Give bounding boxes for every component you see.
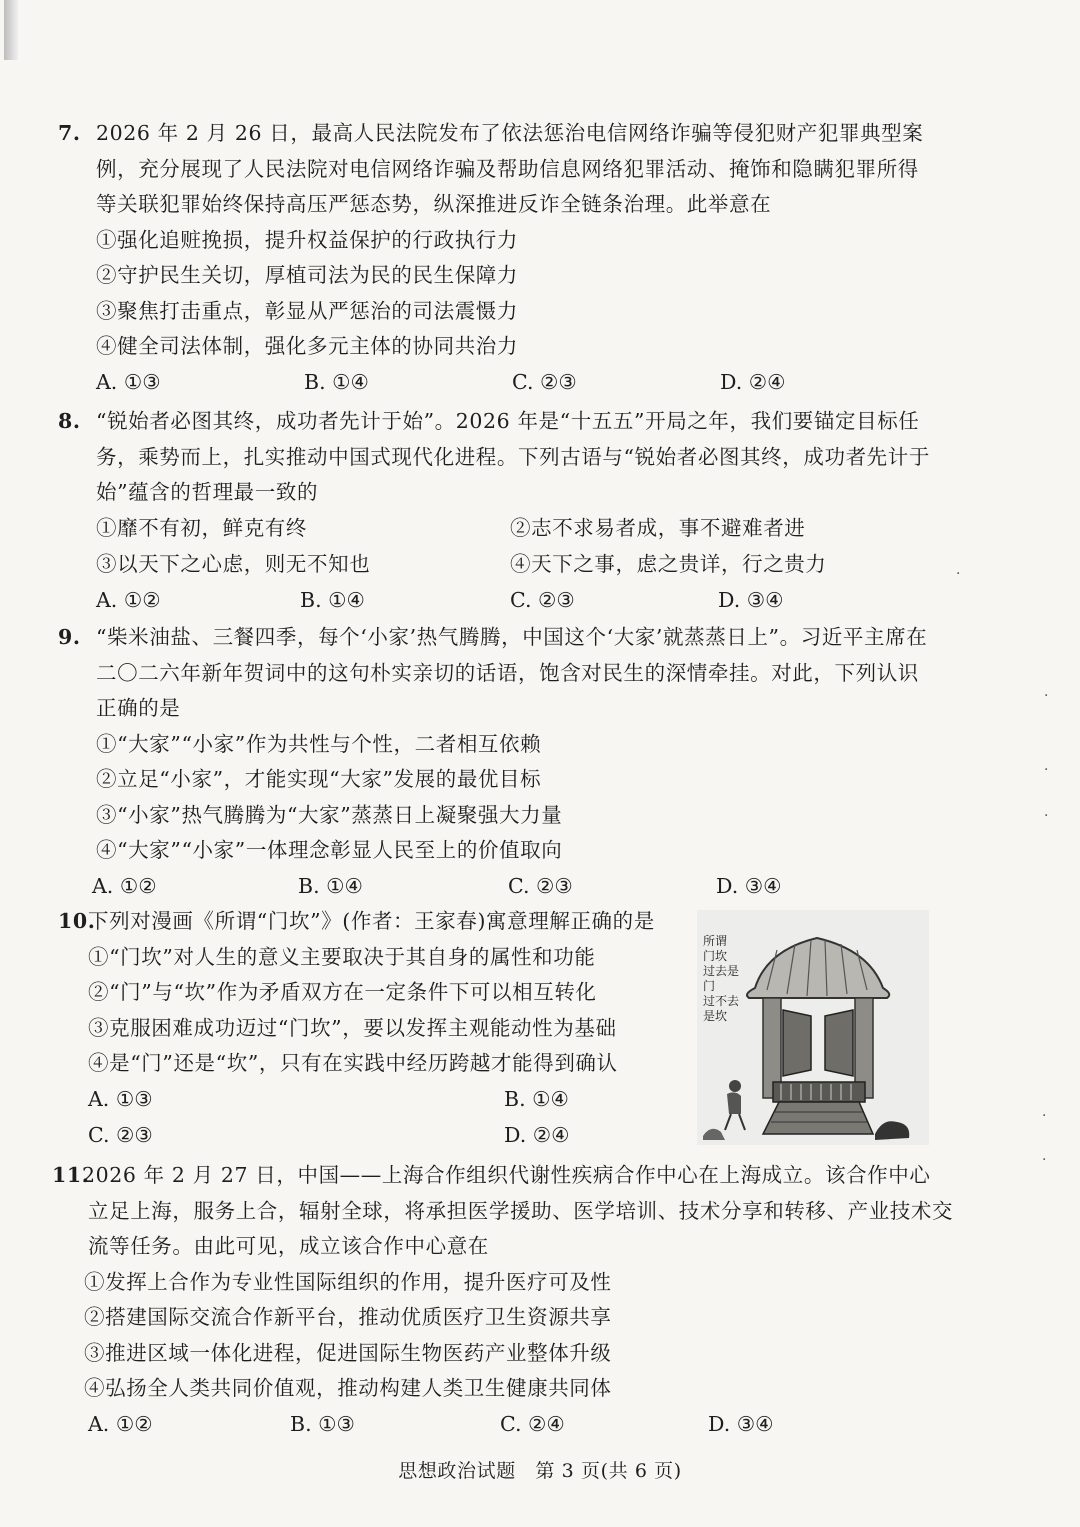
statement-option: ③推进区域一体化进程，促进国际生物医药产业整体升级 xyxy=(84,1340,612,1365)
question-text: 始”蕴含的哲理最一致的 xyxy=(96,480,319,504)
question-number: 11. xyxy=(52,1163,90,1187)
caption-line: 过去是门 xyxy=(703,964,740,993)
choice-d: D. ②④ xyxy=(720,369,786,394)
scan-speck: · xyxy=(1042,1152,1047,1168)
question-text: 等关联犯罪始终保持高压严惩态势，纵深推进反诈全链条治理。此举意在 xyxy=(96,192,772,216)
question-text: 2026 年 2 月 27 日，中国——上海合作组织代谢性疾病合作中心在上海成立。该合作中心 xyxy=(82,1163,931,1187)
choice-b: B. ①④ xyxy=(304,369,369,394)
caption-line: 所谓 xyxy=(703,934,728,948)
choice-d: D. ③④ xyxy=(718,587,784,612)
statement-option: ①“门坎”对人生的意义主要取决于其自身的属性和功能 xyxy=(88,944,596,969)
scan-speck: · xyxy=(956,566,961,582)
cartoon-caption xyxy=(703,934,747,1024)
question-text: 流等任务。由此可见，成立该合作中心意在 xyxy=(88,1234,489,1258)
choice-d: D. ③④ xyxy=(716,873,782,898)
scan-speck: · xyxy=(1042,1108,1047,1124)
choice-a: A. ①③ xyxy=(96,369,161,394)
statement-option: ②搭建国际交流合作新平台，推动优质医疗卫生资源共享 xyxy=(84,1305,612,1329)
statement-option: ③以天下之心虑，则无不知也 xyxy=(96,551,371,576)
choice-b: B. ①④ xyxy=(300,587,365,612)
statement-option: ③“小家”热气腾腾为“大家”蒸蒸日上凝聚强大力量 xyxy=(96,802,563,827)
scan-edge xyxy=(4,0,18,60)
question-9 xyxy=(58,620,958,905)
statement-option: ②守护民生关切，厚植司法为民的民生保障力 xyxy=(96,263,518,287)
choice-b: B. ①④ xyxy=(298,873,363,898)
statement-option: ②志不求易者成，事不避难者进 xyxy=(510,515,806,540)
choice-a: A. ①② xyxy=(96,587,161,612)
question-number: 7. xyxy=(58,121,81,145)
statement-option: ③聚焦打击重点，彰显从严惩治的司法震慑力 xyxy=(96,298,518,323)
statement-option: ④健全司法体制，强化多元主体的协同共治力 xyxy=(96,334,518,358)
statement-option: ①靡不有初，鲜克有终 xyxy=(96,515,307,540)
statement-option: ②“门”与“坎”作为矛盾双方在一定条件下可以相互转化 xyxy=(88,980,597,1004)
choice-a: A. ①② xyxy=(92,873,157,898)
question-7 xyxy=(58,116,958,401)
choice-b: B. ①④ xyxy=(504,1086,569,1111)
question-8 xyxy=(58,404,961,619)
question-number: 9. xyxy=(58,625,81,649)
statement-option: ②立足“小家”，才能实现“大家”发展的最优目标 xyxy=(96,767,542,791)
scan-speck: · xyxy=(1044,762,1049,778)
choice-d: D. ②④ xyxy=(504,1122,570,1147)
statement-option: ④“大家”“小家”一体理念彰显人民至上的价值取向 xyxy=(96,838,563,862)
question-text: 立足上海，服务上合，辐射全球，将承担医学援助、医学培训、技术分享和转移、产业技术交 xyxy=(88,1198,954,1223)
question-text: 二〇二六年新年贺词中的这句朴实亲切的话语，饱含对民生的深情牵挂。对此，下列认识 xyxy=(96,660,919,685)
answer-choices-row xyxy=(58,1082,678,1118)
option-row xyxy=(58,511,958,547)
statement-option: ④弘扬全人类共同价值观，推动构建人类卫生健康共同体 xyxy=(84,1376,612,1400)
question-text: “锐始者必图其终，成功者先计于始”。2026 年是“十五五”开局之年，我们要锚定目标任 xyxy=(96,409,920,433)
answer-choices xyxy=(58,583,958,619)
statement-option: ①强化追赃挽损，提升权益保护的行政执行力 xyxy=(96,227,518,252)
question-text: 务，乘势而上，扎实推动中国式现代化进程。下列古语与“锐始者必图其终，成功者先计于 xyxy=(96,444,930,469)
statement-option: ①发挥上合作为专业性国际组织的作用，提升医疗可及性 xyxy=(84,1269,612,1294)
statement-option: ①“大家”“小家”作为共性与个性，二者相互依赖 xyxy=(96,731,542,756)
caption-line: 门坎 xyxy=(703,949,728,963)
question-number: 8. xyxy=(58,409,81,433)
cartoon-image xyxy=(697,910,929,1145)
caption-line: 过不去是坎 xyxy=(703,994,740,1023)
choice-a: A. ①② xyxy=(88,1411,153,1436)
option-row xyxy=(58,547,961,583)
choice-c: C. ②③ xyxy=(88,1122,153,1147)
question-number: 10. xyxy=(58,909,96,933)
choice-b: B. ①③ xyxy=(290,1411,355,1436)
question-text: 例，充分展现了人民法院对电信网络诈骗及帮助信息网络犯罪活动、掩饰和隐瞒犯罪所得 xyxy=(96,156,919,181)
question-10 xyxy=(58,904,678,1154)
page-footer: 思想政治试题 第 3 页(共 6 页) xyxy=(398,1460,682,1482)
answer-choices xyxy=(58,365,958,401)
question-text: 2026 年 2 月 26 日，最高人民法院发布了依法惩治电信网络诈骗等侵犯财产犯罪典型案 xyxy=(96,121,924,145)
question-text: 下列对漫画《所谓“门坎”》(作者：王家春)寓意理解正确的是 xyxy=(88,909,655,933)
question-text: 正确的是 xyxy=(96,696,181,720)
answer-choices xyxy=(52,1407,952,1443)
choice-c: C. ②④ xyxy=(500,1411,565,1436)
answer-choices-row xyxy=(58,1118,678,1154)
choice-d: D. ③④ xyxy=(708,1411,774,1436)
scan-speck: · xyxy=(1044,808,1049,824)
answer-choices xyxy=(58,869,958,905)
statement-option: ④是“门”还是“坎”，只有在实践中经历跨越才能得到确认 xyxy=(88,1051,618,1075)
question-text: “柴米油盐、三餐四季，每个‘小家’热气腾腾，中国这个‘大家’就蒸蒸日上”。习近平主席在 xyxy=(96,625,928,649)
scan-speck: · xyxy=(1044,688,1049,704)
choice-c: C. ②③ xyxy=(512,369,577,394)
choice-c: C. ②③ xyxy=(510,587,575,612)
question-11 xyxy=(52,1158,952,1443)
statement-option: ③克服困难成功迈过“门坎”，要以发挥主观能动性为基础 xyxy=(88,1015,617,1040)
statement-option: ④天下之事，虑之贵详，行之贵力 xyxy=(510,551,827,576)
choice-a: A. ①③ xyxy=(88,1086,153,1111)
choice-c: C. ②③ xyxy=(508,873,573,898)
